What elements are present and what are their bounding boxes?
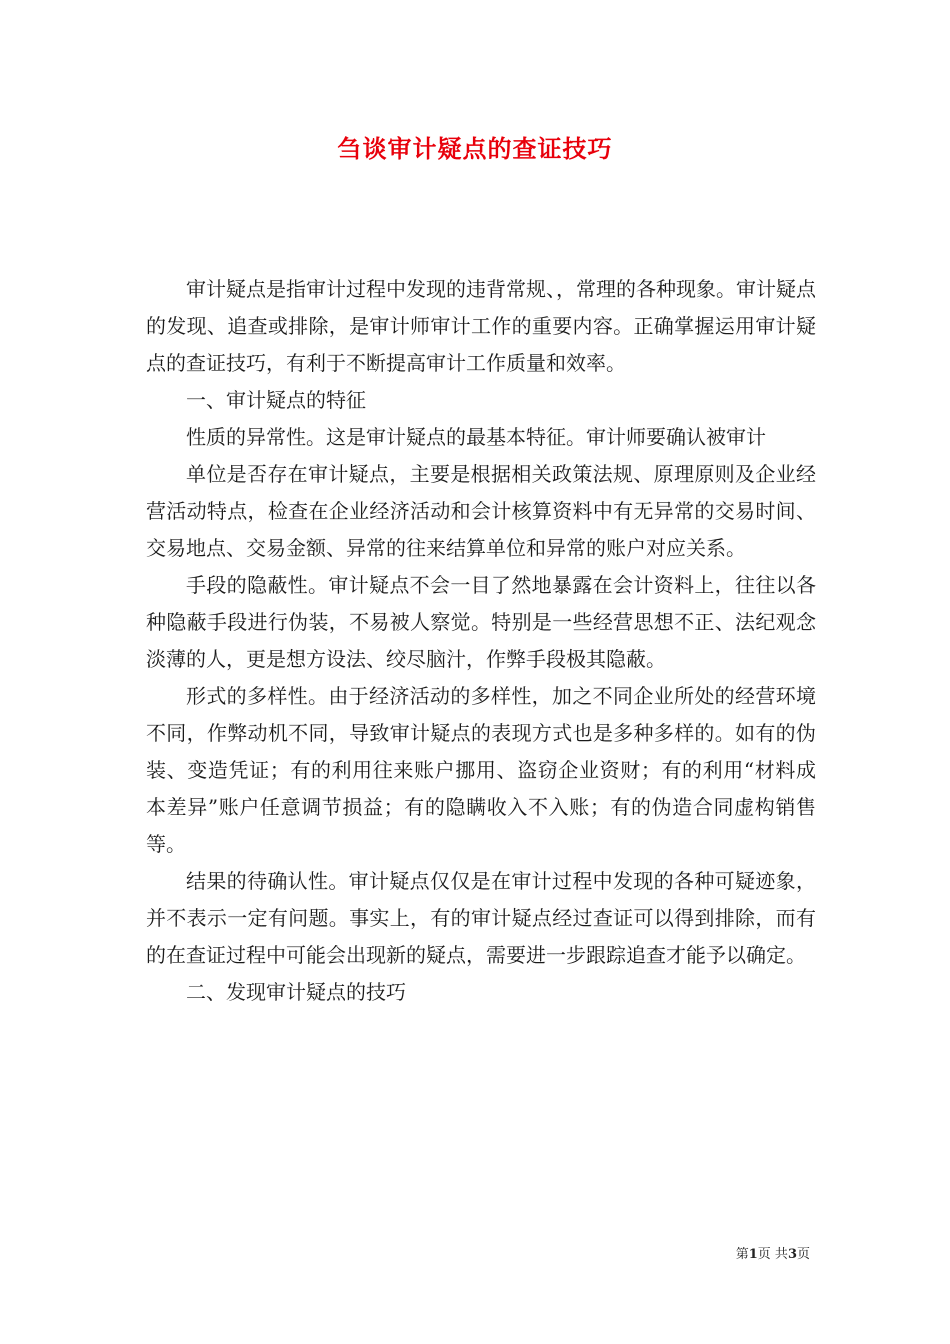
section-heading-1: 一、审计疑点的特征 xyxy=(186,388,366,412)
page-number-footer xyxy=(680,1246,810,1264)
paragraph-anomaly: 性质的异常性。这是审计疑点的最基本特征。审计师要确认被审计 xyxy=(186,425,766,449)
footer-prefix: 第 xyxy=(735,1247,749,1262)
current-page-number: 1 xyxy=(748,1247,758,1262)
footer-suffix: 页 xyxy=(796,1247,810,1262)
paragraph-diversity: 形式的多样性。由于经济活动的多样性，加之不同企业所处的经营环境不同，作弊动机不同，导致审计疑点的表现方式也是多种多样的。如有的伪装、变造凭证；有的利用往来账户挪用、盗窃企业资财；有的利用“材料成本差异”账户任意调节损益；有的隐瞒收入不入账；有的伪造合同虚构销售等。 xyxy=(146,684,816,856)
paragraph-pending-confirmation: 结果的待确认性。审计疑点仅仅是在审计过程中发现的各种可疑迹象，并不表示一定有问题。事实上，有的审计疑点经过查证可以得到排除，而有的在查证过程中可能会出现新的疑点，需要进一步跟踪追查才能予以确定。 xyxy=(146,869,816,967)
intro-paragraph: 审计疑点是指审计过程中发现的违背常规、，常理的各种现象。审计疑点的发现、追查或排除，是审计师审计工作的重要内容。正确掌握运用审计疑点的查证技巧，有利于不断提高审计工作质量和效率。 xyxy=(146,277,816,375)
section-heading-2: 二、发现审计疑点的技巧 xyxy=(186,980,406,1004)
total-page-number: 3 xyxy=(787,1247,797,1262)
paragraph-concealment: 手段的隐蔽性。审计疑点不会一目了然地暴露在会计资料上，往往以各种隐蔽手段进行伪装，不易被人察觉。特别是一些经营思想不正、法纪观念淡薄的人，更是想方设法、绞尽脑汁，作弊手段极其隐蔽。 xyxy=(146,573,816,671)
document-title: 刍谈审计疑点的查证技巧 xyxy=(337,134,613,163)
paragraph-anomaly-continued: 单位是否存在审计疑点，主要是根据相关政策法规、原理原则及企业经营活动特点，检查在企业经济活动和会计核算资料中有无异常的交易时间、交易地点、交易金额、异常的往来结算单位和异常的账户对应关系。 xyxy=(146,462,816,560)
footer-middle: 页 共 xyxy=(757,1247,788,1262)
document-body xyxy=(146,271,816,1011)
